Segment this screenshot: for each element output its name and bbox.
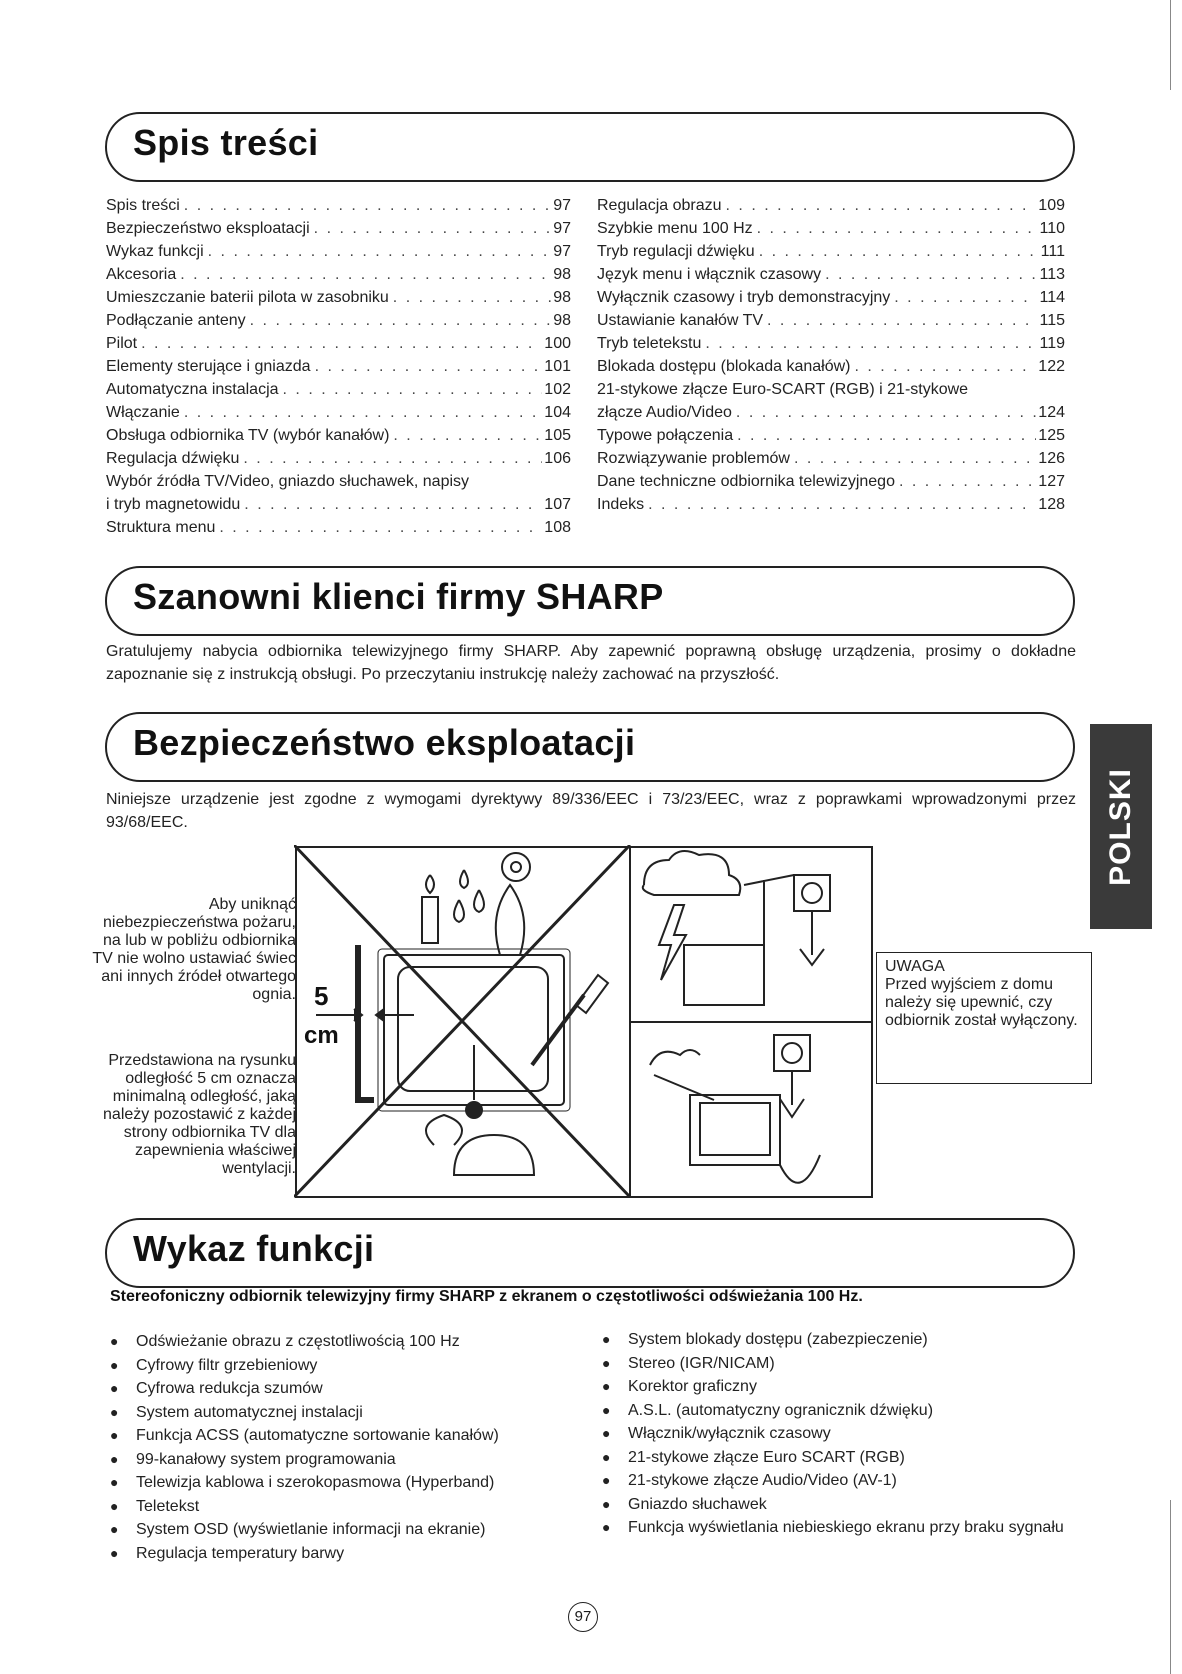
safety-banner <box>105 712 1075 782</box>
toc-leader-dots <box>141 332 542 355</box>
candle-icon <box>422 897 438 943</box>
toc-entry-title: Ustawianie kanałów TV <box>597 312 764 329</box>
toc-entry-title: Typowe połączenia <box>597 427 734 444</box>
toc-entry <box>597 309 1065 332</box>
features-right-list <box>600 1328 1070 1540</box>
toc-entry-page: 108 <box>544 519 571 536</box>
toc-leader-dots <box>393 286 551 309</box>
toc-entry-page: 98 <box>553 266 571 283</box>
toc-leader-dots <box>314 217 552 240</box>
toc-leader-dots <box>283 378 543 401</box>
toc-entry <box>106 263 571 286</box>
socket-icon <box>794 875 830 911</box>
distance-number: 5 <box>314 981 329 1011</box>
toc-entry <box>597 447 1065 470</box>
toc-leader-dots <box>244 493 542 516</box>
feature-item: ● System automatycznej instalacji <box>108 1401 578 1425</box>
toc-entry <box>106 378 571 401</box>
toc-entry <box>106 309 571 332</box>
toc-entry <box>106 217 571 240</box>
toc-entry-title: Struktura menu <box>106 519 216 536</box>
toc-entry-title: Język menu i włącznik czasowy <box>597 266 822 283</box>
ventilation-note: Przedstawiona na rysunku odległość 5 cm oznacza minimalną odległość, jaką należy pozostawić z każdej strony odbiornika TV dla zapewnienia właściwej wentylacji. <box>103 1052 296 1177</box>
feature-item: ● Stereo (IGR/NICAM) <box>600 1352 1070 1376</box>
feature-item: ● Włącznik/wyłącznik czasowy <box>600 1422 1070 1446</box>
toc-leader-dots <box>180 263 551 286</box>
toc-entry <box>106 355 571 378</box>
toc-entry <box>106 194 571 217</box>
tv-side-icon <box>684 945 764 1005</box>
toc-entry-title: Rozwiązywanie problemów <box>597 450 790 467</box>
toc-entry-page: 105 <box>544 427 571 444</box>
toc-leader-dots <box>899 470 1036 493</box>
safety-paragraph: Niniejsze urządzenie jest zgodne z wymogami dyrektywy 89/336/EEC i 73/23/EEC, wraz z poprawkami wprowadzonymi przez 93/68/EEC. <box>106 791 1076 831</box>
toc-entry <box>106 332 571 355</box>
feature-item: ● Funkcja wyświetlania niebieskiego ekranu przy braku sygnału <box>600 1516 1070 1540</box>
feature-item: ● Gniazdo słuchawek <box>600 1493 1070 1517</box>
toc-leader-dots <box>648 493 1036 516</box>
toc-entry <box>597 332 1065 355</box>
scan-edge-line <box>1170 1500 1171 1674</box>
toc-title: Spis treści <box>133 122 319 163</box>
toc-entry <box>106 493 571 516</box>
toc-entry-page: 102 <box>544 381 571 398</box>
warning-text: Przed wyjściem z domu należy się upewnić, czy odbiornik został wyłączony. <box>885 976 1078 1029</box>
toc-leader-dots <box>250 309 552 332</box>
wall-bracket <box>358 945 374 1100</box>
safety-illustration <box>294 845 876 1215</box>
toc-entry-title: Elementy sterujące i gniazda <box>106 358 311 375</box>
feature-item: ● Funkcja ACSS (automatyczne sortowanie kanałów) <box>108 1424 578 1448</box>
toc-entry-title: Bezpieczeństwo eksploatacji <box>106 220 310 237</box>
toc-entry-title: Podłączanie anteny <box>106 312 246 329</box>
toc-entry-title: Tryb teletekstu <box>597 335 702 352</box>
toc-leader-dots <box>737 424 1036 447</box>
feature-item: ● A.S.L. (automatyczny ogranicznik dźwięku) <box>600 1399 1070 1423</box>
warning-heading: UWAGA <box>885 958 945 975</box>
language-tab-label: POLSKI <box>1104 767 1137 886</box>
toc-entry-title: Tryb regulacji dźwięku <box>597 243 755 260</box>
toc-entry-title: Pilot <box>106 335 138 352</box>
toc-leader-dots <box>825 263 1037 286</box>
toc-entry-page: 114 <box>1039 289 1065 306</box>
toc-leader-dots <box>757 217 1038 240</box>
toc-entry-page: 98 <box>553 289 571 306</box>
toc-entry-title: Szybkie menu 100 Hz <box>597 220 753 237</box>
toc-leader-dots <box>726 194 1037 217</box>
toc-entry <box>597 493 1065 516</box>
toc-entry-page: 126 <box>1038 450 1065 467</box>
warning-box <box>876 952 1092 1084</box>
toc-entry-page: 110 <box>1039 220 1065 237</box>
scan-edge-line <box>1170 0 1171 90</box>
toc-entry-title: Regulacja dźwięku <box>106 450 240 467</box>
toc-entry <box>597 470 1065 493</box>
toc-right-column <box>597 194 1065 516</box>
features-subtitle: Stereofoniczny odbiornik telewizyjny firmy SHARP z ekranem o częstotliwości odświeżania 100 Hz. <box>110 1288 863 1305</box>
toc-leader-dots <box>184 194 551 217</box>
toc-leader-dots <box>894 286 1037 309</box>
toc-leader-dots <box>794 447 1036 470</box>
features-left-list <box>108 1330 578 1565</box>
vase-icon <box>496 885 524 955</box>
toc-entry-title: złącze Audio/Video <box>597 404 732 421</box>
toc-entry-page: 107 <box>544 496 571 513</box>
page-number: 97 <box>568 1602 598 1632</box>
fire-warning-note: Aby uniknąć niebezpieczeństwa pożaru, na lub w pobliżu odbiornika TV nie wolno ustawiać świec ani innych źródeł otwartego ognia. <box>92 896 296 1003</box>
toc-leader-dots <box>243 447 542 470</box>
distance-unit: cm <box>304 1022 339 1049</box>
toc-entry-title: 21-stykowe złącze Euro-SCART (RGB) i 21-stykowe <box>597 381 969 398</box>
toc-entry <box>106 470 571 493</box>
toc-leader-dots <box>315 355 543 378</box>
feature-item: ● System OSD (wyświetlanie informacji na ekranie) <box>108 1518 578 1542</box>
toc-entry-title: Automatyczna instalacja <box>106 381 279 398</box>
toc-entry-page: 122 <box>1038 358 1065 375</box>
toc-entry-page: 98 <box>553 312 571 329</box>
flower-icon <box>502 853 530 881</box>
feature-item: ● 21-stykowe złącze Euro SCART (RGB) <box>600 1446 1070 1470</box>
toc-entry-title: Wybór źródła TV/Video, gniazdo słuchawek, napisy <box>106 473 470 490</box>
toc-entry <box>106 240 571 263</box>
feature-item: ● Korektor graficzny <box>600 1375 1070 1399</box>
toc-entry-page: 127 <box>1038 473 1065 490</box>
toc-entry-page: 97 <box>553 220 571 237</box>
toc-banner <box>105 112 1075 182</box>
toc-leader-dots <box>736 401 1036 424</box>
toc-entry-page: 104 <box>544 404 571 421</box>
toc-entry <box>597 378 1065 401</box>
toc-entry-page: 100 <box>544 335 571 352</box>
steam-icon <box>650 1050 700 1065</box>
toc-entry-page: 111 <box>1040 243 1065 260</box>
toc-leader-dots <box>705 332 1037 355</box>
toc-entry-page: 119 <box>1039 335 1065 352</box>
toc-entry-page: 101 <box>544 358 571 375</box>
toc-entry <box>597 286 1065 309</box>
moisture-panel <box>630 1022 872 1197</box>
feature-item: ● Odświeżanie obrazu z częstotliwością 100 Hz <box>108 1330 578 1354</box>
toc-leader-dots <box>393 424 542 447</box>
toc-entry-page: 115 <box>1039 312 1065 329</box>
toc-entry <box>106 401 571 424</box>
toc-entry <box>597 401 1065 424</box>
kettle-icon <box>454 1135 534 1175</box>
clients-banner <box>105 566 1075 636</box>
toc-leader-dots <box>208 240 552 263</box>
toc-leader-dots <box>184 401 542 424</box>
toc-entry <box>597 217 1065 240</box>
toc-entry <box>106 286 571 309</box>
toc-entry <box>597 240 1065 263</box>
antenna-icon <box>744 875 794 945</box>
water-drop-icon <box>454 900 464 922</box>
toc-entry <box>106 447 571 470</box>
toc-entry <box>597 263 1065 286</box>
toc-entry-title: Spis treści <box>106 197 180 214</box>
prohibited-cross <box>294 845 630 1197</box>
cloud-icon <box>643 851 741 895</box>
toc-entry-page: 113 <box>1039 266 1065 283</box>
feature-item: ● Cyfrowa redukcja szumów <box>108 1377 578 1401</box>
toc-leader-dots <box>759 240 1039 263</box>
toc-entry-page: 106 <box>544 450 571 467</box>
toc-entry <box>597 424 1065 447</box>
features-banner <box>105 1218 1075 1288</box>
storm-panel <box>630 847 872 1022</box>
toc-leader-dots <box>219 516 542 539</box>
toc-entry-page: 97 <box>553 243 571 260</box>
toc-entry <box>597 194 1065 217</box>
toc-entry-page: 109 <box>1038 197 1065 214</box>
feature-item: ● 99-kanałowy system programowania <box>108 1448 578 1472</box>
toc-entry-title: Obsługa odbiornika TV (wybór kanałów) <box>106 427 390 444</box>
feature-item: ● Teletekst <box>108 1495 578 1519</box>
toc-left-column <box>106 194 571 539</box>
feature-item: ● 21-stykowe złącze Audio/Video (AV-1) <box>600 1469 1070 1493</box>
feature-item: ● Cyfrowy filtr grzebieniowy <box>108 1354 578 1378</box>
toc-entry-title: Umieszczanie baterii pilota w zasobniku <box>106 289 389 306</box>
lightning-icon <box>659 905 686 980</box>
clients-title: Szanowni klienci firmy SHARP <box>133 576 664 617</box>
features-title: Wykaz funkcji <box>133 1228 375 1269</box>
toc-entry <box>106 516 571 539</box>
language-tab <box>1090 724 1152 929</box>
toc-entry-page: 124 <box>1038 404 1065 421</box>
feature-item: ● Telewizja kablowa i szerokopasmowa (Hyperband) <box>108 1471 578 1495</box>
toc-leader-dots <box>855 355 1037 378</box>
toc-entry-title: Regulacja obrazu <box>597 197 722 214</box>
safety-title: Bezpieczeństwo eksploatacji <box>133 722 636 763</box>
toc-entry-title: Blokada dostępu (blokada kanałów) <box>597 358 851 375</box>
socket-icon-2 <box>774 1035 810 1071</box>
toc-entry-title: Akcesoria <box>106 266 177 283</box>
toc-entry-page: 97 <box>553 197 571 214</box>
toc-entry-title: Dane techniczne odbiornika telewizyjnego <box>597 473 895 490</box>
toc-entry <box>597 355 1065 378</box>
toc-entry-page: 128 <box>1038 496 1065 513</box>
toc-entry-title: Wyłącznik czasowy i tryb demonstracyjny <box>597 289 891 306</box>
toc-leader-dots <box>767 309 1037 332</box>
toc-entry-title: Indeks <box>597 496 645 513</box>
clients-paragraph: Gratulujemy nabycia odbiornika telewizyjnego firmy SHARP. Aby zapewnić poprawną obsługę urządzenia, prosimy o dokładne zapoznanie się z instrukcją obsługi. Po przeczytaniu instrukcję należy zachować na przyszłość. <box>106 643 1076 683</box>
feature-item: ● Regulacja temperatury barwy <box>108 1542 578 1566</box>
toc-entry-title: Wykaz funkcji <box>106 243 204 260</box>
toc-entry-page: 125 <box>1038 427 1065 444</box>
toc-entry <box>106 424 571 447</box>
toc-entry-title: i tryb magnetowidu <box>106 496 241 513</box>
toc-entry-title: Włączanie <box>106 404 180 421</box>
feature-item: ● System blokady dostępu (zabezpieczenie) <box>600 1328 1070 1352</box>
